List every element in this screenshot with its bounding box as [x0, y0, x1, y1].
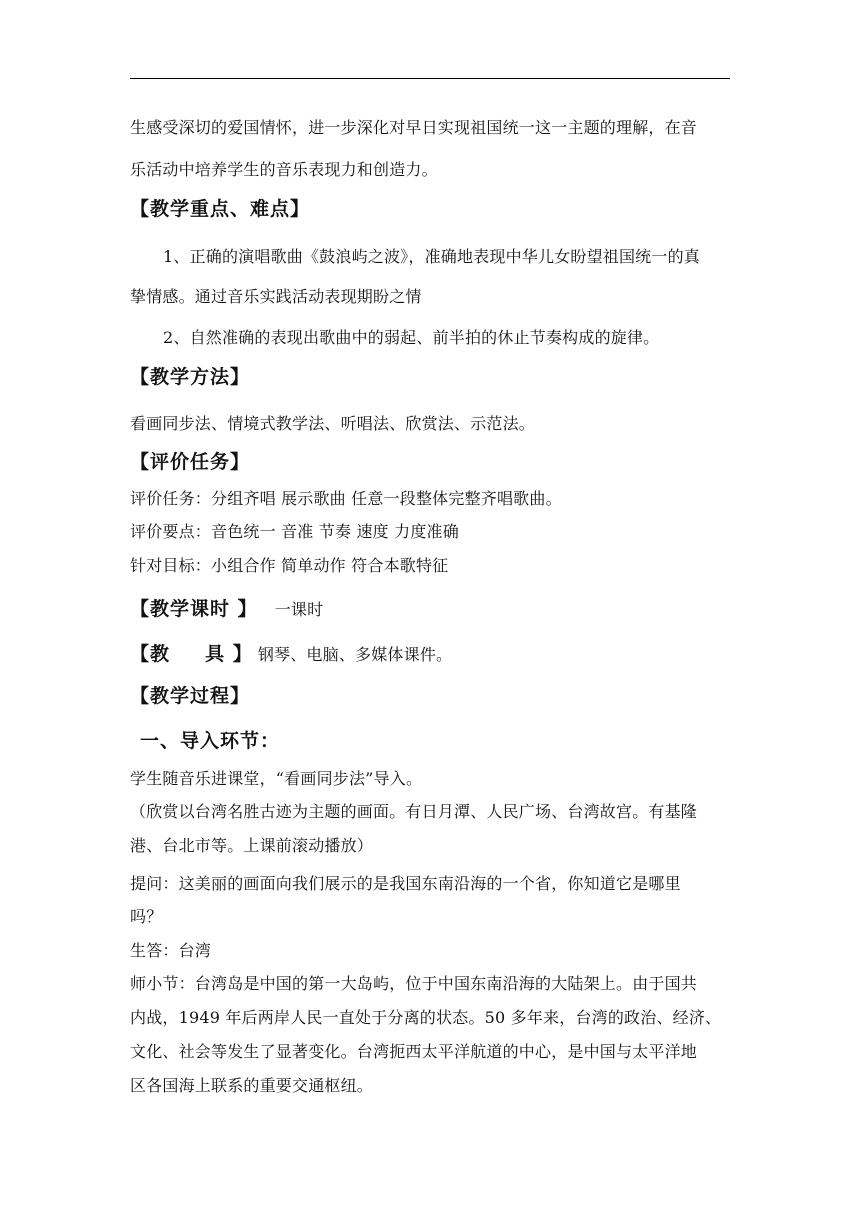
- key-point-2: 2、自然准确的表现出歌曲中的弱起、前半拍的休止节奏构成的旋律。: [163, 328, 660, 347]
- evaluation-target: 针对目标：小组合作 简单动作 符合本歌特征: [130, 556, 449, 575]
- process-p1: 学生随音乐进课堂，“看画同步法”导入。: [130, 769, 423, 788]
- evaluation-task: 评价任务：分组齐唱 展示歌曲 任意一段整体完整齐唱歌曲。: [130, 489, 562, 508]
- intro-line-1: 生感受深切的爱国情怀，进一步深化对早日实现祖国统一这一主题的理解，在音: [130, 118, 698, 137]
- process-p4: 生答：台湾: [130, 941, 212, 960]
- process-p3-line-2: 吗？: [130, 907, 163, 926]
- evaluation-points: 评价要点：音色统一 音准 节奏 速度 力度准确: [130, 522, 459, 541]
- section-1-heading: 一、导入环节：: [140, 730, 281, 752]
- methods-heading: 【教学方法】: [130, 366, 251, 388]
- class-hours-row: [130, 594, 730, 621]
- process-p5-line-1: 师小节：台湾岛是中国的第一大岛屿，位于中国东南沿海的大陆架上。由于国共: [130, 974, 698, 993]
- methods-text: 看画同步法、情境式教学法、听唱法、欣赏法、示范法。: [130, 414, 536, 433]
- header-rule: [130, 78, 730, 79]
- class-hours-heading: 【教学课时 】: [130, 598, 258, 620]
- key-point-1-line-1: 1、正确的演唱歌曲《鼓浪屿之波》，准确地表现中华儿女盼望祖国统一的真: [163, 247, 700, 266]
- process-p5-line-3: 文化、社会等发生了显著变化。台湾扼西太平洋航道的中心，是中国与太平洋地: [130, 1042, 698, 1061]
- tools-heading-close: 具 】: [205, 643, 253, 665]
- key-points-heading: 【教学重点、难点】: [130, 198, 311, 220]
- process-p2-line-2: 港、台北市等。上课前滚动播放）: [130, 836, 374, 855]
- process-p5-line-2: 内战，1949 年后两岸人民一直处于分离的状态。50 多年来，台湾的政治、经济、: [130, 1008, 722, 1027]
- intro-line-2: 乐活动中培养学生的音乐表现力和创造力。: [130, 160, 438, 179]
- class-hours-value: 一课时: [274, 600, 324, 619]
- process-p2-line-1: （欣赏以台湾名胜古迹为主题的画面。有日月潭、人民广场、台湾故宫。有基隆: [130, 802, 698, 821]
- process-p5-line-4: 区各国海上联系的重要交通枢纽。: [130, 1076, 374, 1095]
- evaluation-heading: 【评价任务】: [130, 451, 251, 473]
- tools-value: 钢琴、电脑、多媒体课件。: [257, 645, 453, 664]
- tools-heading-open: 【教: [130, 643, 171, 665]
- process-heading: 【教学过程】: [130, 685, 251, 707]
- process-p3-line-1: 提问：这美丽的画面向我们展示的是我国东南沿海的一个省，你知道它是哪里: [130, 874, 681, 893]
- tools-row: [130, 639, 730, 666]
- key-point-1-line-2: 挚情感。通过音乐实践活动表现期盼之情: [130, 287, 422, 306]
